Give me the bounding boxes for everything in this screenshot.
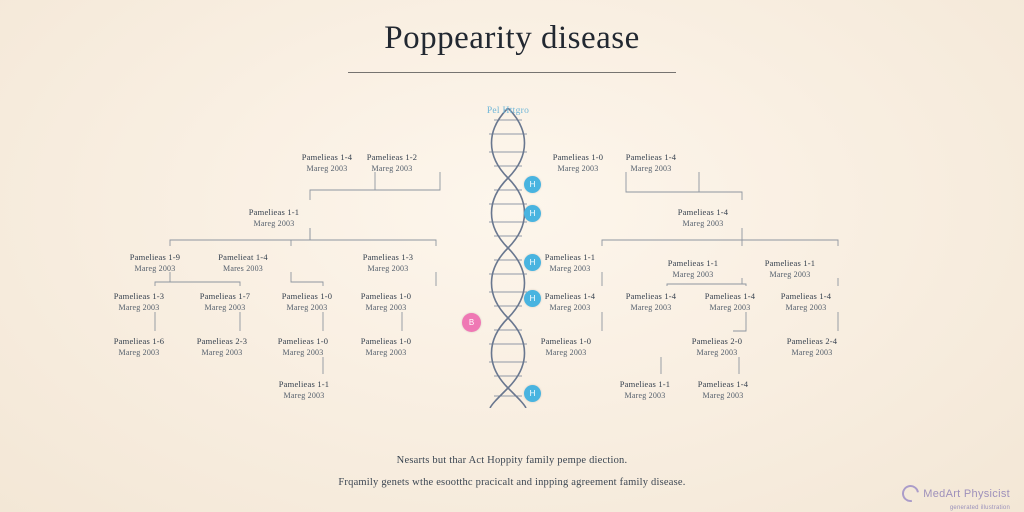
person-name: Pamelieas 2-3 xyxy=(196,336,248,346)
pedigree-person[interactable] xyxy=(91,336,187,358)
pedigree-person[interactable] xyxy=(256,379,352,401)
caption-line-2: Frqamily genets wthe esootthc pracicalt and inpping agreement family disease. xyxy=(338,477,686,488)
person-name: Pamelieas 1-1 xyxy=(764,258,816,268)
person-meta: Mareg 2003 xyxy=(630,303,672,312)
pedigree-person[interactable] xyxy=(107,252,203,274)
person-meta: Mareg 2003 xyxy=(118,348,160,357)
person-meta: Mareg 2003 xyxy=(134,264,176,273)
person-name: Pamelieas 1-0 xyxy=(281,291,333,301)
helix-node-2[interactable] xyxy=(524,205,541,222)
pedigree-person[interactable] xyxy=(645,258,741,280)
person-meta: Mareg 2003 xyxy=(672,270,714,279)
helix-node-5[interactable] xyxy=(462,313,481,332)
person-name: Pamelieas 1-0 xyxy=(552,152,604,162)
person-name: Pamelieas 1-4 xyxy=(544,291,596,301)
person-name: Pamelieas 1-0 xyxy=(540,336,592,346)
person-meta: Mareg 2003 xyxy=(283,391,325,400)
person-name: Pamelieas 1-1 xyxy=(278,379,330,389)
person-meta: Mareg 2003 xyxy=(253,219,295,228)
person-name: Pamelieas 1-1 xyxy=(544,252,596,262)
person-name: Pamelieas 1-1 xyxy=(619,379,671,389)
person-meta: Mareg 2003 xyxy=(365,303,407,312)
person-meta: Mares 2003 xyxy=(223,264,263,273)
person-meta: Mareg 2003 xyxy=(791,348,833,357)
helix-label: Pel Httgro xyxy=(486,106,530,116)
person-name: Pamelieas 1-4 xyxy=(625,152,677,162)
person-meta: Mareg 2003 xyxy=(549,264,591,273)
pedigree-person[interactable] xyxy=(764,336,860,358)
person-name: Pamelieas 1-0 xyxy=(277,336,329,346)
pedigree-person[interactable] xyxy=(344,152,440,174)
pedigree-person[interactable] xyxy=(758,291,854,313)
pedigree-person[interactable] xyxy=(195,252,291,274)
person-name: Pamelieas 1-7 xyxy=(199,291,251,301)
person-name: Pamelieas 1-4 xyxy=(697,379,749,389)
pedigree-person[interactable] xyxy=(655,207,751,229)
pedigree-person[interactable] xyxy=(340,252,436,274)
watermark-subtext: generated illustration xyxy=(949,505,1010,511)
person-name: Pamelieas 1-9 xyxy=(129,252,181,262)
person-name: Pamelieas 1-4 xyxy=(301,152,353,162)
person-meta: Mareg 2003 xyxy=(367,264,409,273)
watermark xyxy=(902,485,1010,502)
watermark-logo-icon xyxy=(899,482,923,506)
person-meta: Mareg 2003 xyxy=(696,348,738,357)
helix-node-1[interactable] xyxy=(524,176,541,193)
person-name: Pamelieat 1-4 xyxy=(218,252,268,262)
person-meta: Mareg 2003 xyxy=(286,303,328,312)
person-name: Pamelieas 1-0 xyxy=(360,336,412,346)
person-name: Pamelieas 1-1 xyxy=(248,207,300,217)
person-meta: Mareg 2003 xyxy=(365,348,407,357)
helix-node-6-label: H xyxy=(529,389,536,398)
person-meta: Mareg 2003 xyxy=(624,391,666,400)
helix-node-2-label: H xyxy=(529,209,536,218)
person-name: Pamelieas 1-3 xyxy=(362,252,414,262)
helix-node-6[interactable] xyxy=(524,385,541,402)
pedigree-person[interactable] xyxy=(338,291,434,313)
person-meta: Mareg 2003 xyxy=(545,348,587,357)
person-meta: Mareg 2003 xyxy=(118,303,160,312)
person-name: Pamelieas 1-4 xyxy=(780,291,832,301)
watermark-text: MedArt Physicist xyxy=(923,487,1010,500)
pedigree-person[interactable] xyxy=(603,152,699,174)
pedigree-person[interactable] xyxy=(226,207,322,229)
person-meta: Mareg 2003 xyxy=(769,270,811,279)
pedigree-person[interactable] xyxy=(91,291,187,313)
person-name: Pamelieas 1-6 xyxy=(113,336,165,346)
person-meta: Mareg 2003 xyxy=(371,164,413,173)
pedigree-person[interactable] xyxy=(338,336,434,358)
person-meta: Mareg 2003 xyxy=(630,164,672,173)
helix-node-4-label: H xyxy=(529,294,536,303)
person-name: Pamelieas 2-0 xyxy=(691,336,743,346)
helix-node-3-label: H xyxy=(529,258,536,267)
person-name: Pamelieas 1-3 xyxy=(113,291,165,301)
helix-node-1-label: H xyxy=(529,180,536,189)
person-meta: Mareg 2003 xyxy=(702,391,744,400)
pedigree-person[interactable] xyxy=(669,336,765,358)
person-name: Pamelieas 1-4 xyxy=(625,291,677,301)
pedigree-person[interactable] xyxy=(742,258,838,280)
pedigree-person[interactable] xyxy=(518,336,614,358)
person-meta: Mareg 2003 xyxy=(557,164,599,173)
person-name: Pamelieas 2-4 xyxy=(786,336,838,346)
person-meta: Mareg 2003 xyxy=(306,164,348,173)
person-meta: Mareg 2003 xyxy=(709,303,751,312)
person-meta: Mareg 2003 xyxy=(785,303,827,312)
person-meta: Mareg 2003 xyxy=(682,219,724,228)
person-name: Pamelieas 1-4 xyxy=(704,291,756,301)
pedigree-person[interactable] xyxy=(255,336,351,358)
person-name: Pamelieas 1-4 xyxy=(677,207,729,217)
person-meta: Mareg 2003 xyxy=(549,303,591,312)
person-name: Pamelieas 1-2 xyxy=(366,152,418,162)
helix-node-5-label: B xyxy=(468,318,475,327)
person-meta: Mareg 2003 xyxy=(201,348,243,357)
pedigree-person[interactable] xyxy=(522,252,618,274)
person-name: Pamelieas 1-1 xyxy=(667,258,719,268)
person-meta: Mareg 2003 xyxy=(282,348,324,357)
page-title: Poppearity disease xyxy=(384,20,640,56)
person-meta: Mareg 2003 xyxy=(204,303,246,312)
pedigree-person[interactable] xyxy=(675,379,771,401)
caption-line-1: Nesarts but thar Act Hoppity family pempe diection. xyxy=(396,455,628,466)
person-name: Pamelieas 1-0 xyxy=(360,291,412,301)
